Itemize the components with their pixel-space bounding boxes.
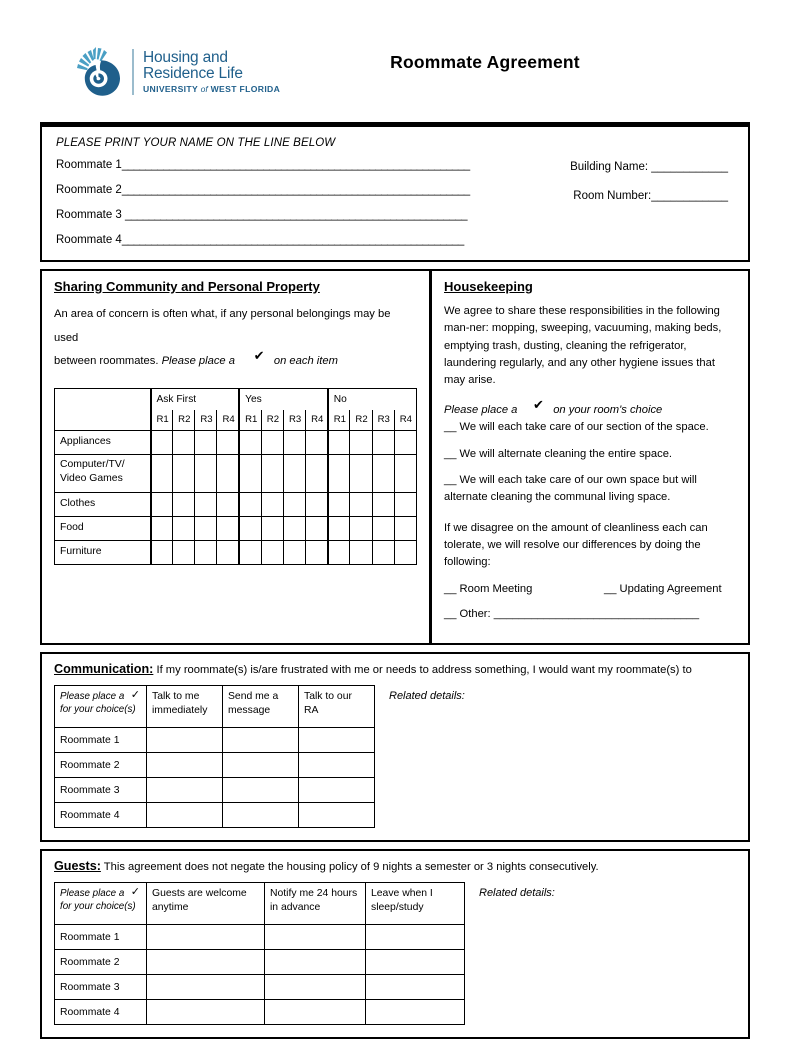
- communication-row-label-roommate-1: Roommate 1: [55, 728, 147, 753]
- checkbox-cell[interactable]: [299, 778, 375, 803]
- checkbox-cell[interactable]: [372, 516, 394, 540]
- checkbox-cell[interactable]: [299, 728, 375, 753]
- checkbox-cell[interactable]: [372, 540, 394, 564]
- subhead-no-r3: R3: [372, 410, 394, 430]
- checkbox-cell[interactable]: [223, 728, 299, 753]
- communication-table: [54, 685, 375, 828]
- communication-title: Communication:: [54, 662, 154, 677]
- checkbox-cell[interactable]: [306, 454, 328, 492]
- checkbox-cell[interactable]: [350, 492, 372, 516]
- checkbox-cell[interactable]: [195, 454, 217, 492]
- resolve-option-room-meeting[interactable]: __ Room Meeting: [444, 583, 533, 596]
- checkbox-cell[interactable]: [283, 430, 305, 454]
- checkbox-cell[interactable]: [265, 975, 366, 1000]
- checkbox-cell[interactable]: [147, 803, 223, 828]
- roommate-1-blank: ___________________________________________________________: [121, 159, 470, 171]
- checkbox-cell[interactable]: [372, 492, 394, 516]
- checkbox-cell[interactable]: [195, 516, 217, 540]
- checkbox-cell[interactable]: [366, 1000, 465, 1025]
- checkbox-cell[interactable]: [239, 540, 261, 564]
- checkbox-cell[interactable]: [261, 492, 283, 516]
- table-row: [55, 540, 417, 564]
- checkbox-cell[interactable]: [350, 540, 372, 564]
- housekeeping-resolve-options: [444, 583, 734, 595]
- checkbox-cell[interactable]: [195, 430, 217, 454]
- housekeeping-disagree-text: If we disagree on the amount of cleanliness each can tolerate, we will resolve our differences by doing the following:: [444, 521, 708, 568]
- checkbox-cell[interactable]: [394, 430, 416, 454]
- table-row: [55, 430, 417, 454]
- checkbox-cell[interactable]: [239, 430, 261, 454]
- housekeeping-title: Housekeeping: [444, 279, 533, 294]
- item-label-furniture: Furniture: [55, 540, 151, 564]
- checkbox-cell[interactable]: [366, 925, 465, 950]
- checkbox-cell[interactable]: [306, 516, 328, 540]
- checkbox-cell[interactable]: [265, 1000, 366, 1025]
- sharing-intro: [54, 303, 417, 374]
- communication-col-talk-to-me-immediately: Talk to me immediately: [147, 686, 223, 728]
- guests-col-leave-when-i-sleep-study: Leave when I sleep/study: [366, 883, 465, 925]
- group-no: No: [328, 388, 417, 410]
- roommate-2-name-row[interactable]: [56, 184, 556, 196]
- checkbox-cell[interactable]: [239, 516, 261, 540]
- roommate-agreement-page: [0, 22, 790, 1044]
- checkbox-cell[interactable]: [151, 454, 173, 492]
- communication-row-label-roommate-2: Roommate 2: [55, 753, 147, 778]
- checkbox-cell[interactable]: [151, 492, 173, 516]
- roommate-4-name-row[interactable]: [56, 234, 556, 246]
- checkbox-cell[interactable]: [151, 430, 173, 454]
- corner-line-2: for your choice(s): [60, 704, 136, 716]
- roommate-4-blank: __________________________________________________________: [121, 234, 464, 246]
- checkbox-cell[interactable]: [299, 803, 375, 828]
- checkbox-cell[interactable]: [283, 540, 305, 564]
- guests-row-label-roommate-4: Roommate 4: [55, 1000, 147, 1025]
- subhead-no-r2: R2: [350, 410, 372, 430]
- guests-corner-cell: ✓ Please place a for your choice(s): [55, 883, 147, 925]
- checkbox-cell[interactable]: [261, 516, 283, 540]
- checkbox-cell[interactable]: [328, 430, 350, 454]
- housekeeping-option-1[interactable]: __ We will each take care of our section of the space.: [444, 420, 709, 433]
- roommate-4-label: Roommate 4: [56, 234, 122, 246]
- checkbox-cell[interactable]: [147, 925, 265, 950]
- item-label-food: Food: [55, 516, 151, 540]
- guests-section: [40, 849, 750, 1039]
- resolve-option-updating-agreement[interactable]: __ Updating Agreement: [604, 583, 722, 596]
- guests-table: [54, 882, 465, 1025]
- guests-col-notify-me-24-hours-in-advance: Notify me 24 hours in advance: [265, 883, 366, 925]
- building-name-field[interactable]: Building Name: ____________: [570, 161, 728, 173]
- item-label-clothes: Clothes: [55, 492, 151, 516]
- checkbox-cell[interactable]: [306, 430, 328, 454]
- checkbox-cell[interactable]: [265, 950, 366, 975]
- checkbox-cell[interactable]: [350, 454, 372, 492]
- checkbox-cell[interactable]: [394, 454, 416, 492]
- checkbox-cell[interactable]: [173, 516, 195, 540]
- checkbox-cell[interactable]: [147, 728, 223, 753]
- checkbox-cell[interactable]: [217, 516, 239, 540]
- roommate-1-label: Roommate 1: [56, 159, 122, 171]
- sharing-column: [42, 271, 429, 643]
- roommate-3-blank: __________________________________________________________: [125, 209, 468, 221]
- checkbox-cell[interactable]: [173, 540, 195, 564]
- guests-row-label-roommate-3: Roommate 3: [55, 975, 147, 1000]
- corner-line-1: Please place a: [60, 888, 125, 900]
- roommate-1-name-row[interactable]: [56, 159, 556, 171]
- table-header-row: [55, 883, 465, 925]
- checkbox-cell[interactable]: [350, 430, 372, 454]
- subhead-ask-r1: R1: [151, 410, 173, 430]
- subhead-yes-r2: R2: [261, 410, 283, 430]
- empty-corner-cell: [55, 388, 151, 430]
- guests-heading: [54, 859, 736, 873]
- table-header-row: [55, 686, 375, 728]
- table-row: [55, 925, 465, 950]
- checkbox-cell[interactable]: [151, 540, 173, 564]
- page-header: [40, 22, 750, 122]
- checkbox-cell[interactable]: [372, 430, 394, 454]
- group-yes: Yes: [239, 388, 328, 410]
- checkbox-cell[interactable]: [173, 430, 195, 454]
- roommate-name-lines: [56, 159, 556, 248]
- checkbox-cell[interactable]: [328, 454, 350, 492]
- checkbox-cell[interactable]: [147, 975, 265, 1000]
- checkbox-cell[interactable]: [147, 753, 223, 778]
- checkbox-cell[interactable]: [195, 492, 217, 516]
- checkbox-cell[interactable]: [306, 540, 328, 564]
- property-sharing-table: [54, 388, 417, 565]
- subhead-ask-r4: R4: [217, 410, 239, 430]
- corner-line-2: for your choice(s): [60, 901, 136, 913]
- checkbox-cell[interactable]: [147, 1000, 265, 1025]
- checkbox-cell[interactable]: [328, 516, 350, 540]
- logo-line-1: Housing and: [143, 48, 228, 66]
- subhead-no-r1: R1: [328, 410, 350, 430]
- guests-related-details-label[interactable]: Related details:: [479, 887, 555, 900]
- checkbox-cell[interactable]: [350, 516, 372, 540]
- checkbox-cell[interactable]: [173, 454, 195, 492]
- checkbox-cell[interactable]: [283, 516, 305, 540]
- page-title: Roommate Agreement: [390, 52, 580, 72]
- subhead-yes-r1: R1: [239, 410, 261, 430]
- table-row: [55, 1000, 465, 1025]
- sharing-intro-line-2: between roommates. Please place a ✔ on each item: [54, 349, 338, 368]
- checkbox-cell[interactable]: [151, 516, 173, 540]
- housekeeping-paragraph: We agree to share these responsibilities in the following man-ner: mopping, sweeping, vacuuming, making beds, emptying trash, dusting, cleaning the refrigerator, laundering regularly, and any other hygiene issues that may arise.: [444, 305, 722, 387]
- table-row: [55, 516, 417, 540]
- checkbox-cell[interactable]: [261, 454, 283, 492]
- checkbox-cell[interactable]: [372, 454, 394, 492]
- communication-col-send-me-a-message: Send me a message: [223, 686, 299, 728]
- communication-description: If my roommate(s) is/are frustrated with me or needs to address something, I would want my roommate(s) to: [156, 664, 692, 677]
- sharing-intro-line-1: An area of concern is often what, if any personal belongings may be used: [54, 308, 391, 344]
- roommate-3-name-row[interactable]: [56, 209, 556, 221]
- names-section: [40, 125, 750, 262]
- housekeeping-option-2[interactable]: __ We will alternate cleaning the entire space.: [444, 447, 673, 460]
- checkbox-cell[interactable]: [223, 803, 299, 828]
- housekeeping-column: [432, 271, 748, 643]
- checkbox-cell[interactable]: [217, 430, 239, 454]
- subhead-yes-r3: R3: [283, 410, 305, 430]
- logo-line-3: UNIVERSITY of WEST FLORIDA: [143, 84, 281, 95]
- subhead-yes-r4: R4: [306, 410, 328, 430]
- table-row: [55, 975, 465, 1000]
- subhead-ask-r3: R3: [195, 410, 217, 430]
- roommate-2-label: Roommate 2: [56, 184, 122, 196]
- communication-section: [40, 652, 750, 842]
- checkbox-cell[interactable]: [217, 454, 239, 492]
- checkbox-cell[interactable]: [283, 454, 305, 492]
- room-number-field[interactable]: Room Number:____________: [573, 190, 728, 202]
- item-label-computer-tv-video-games: Computer/TV/ Video Games: [55, 454, 151, 492]
- guests-row-label-roommate-2: Roommate 2: [55, 950, 147, 975]
- sharing-housekeeping-section: [40, 269, 750, 645]
- table-group-header-row: [55, 388, 417, 410]
- print-instruction: PLEASE PRINT YOUR NAME ON THE LINE BELOW: [56, 137, 336, 149]
- checkbox-cell[interactable]: [299, 753, 375, 778]
- group-ask-first: Ask First: [151, 388, 240, 410]
- communication-row-label-roommate-4: Roommate 4: [55, 803, 147, 828]
- checkbox-cell[interactable]: [239, 492, 261, 516]
- item-label-appliances: Appliances: [55, 430, 151, 454]
- checkbox-cell[interactable]: [283, 492, 305, 516]
- checkbox-cell[interactable]: [328, 492, 350, 516]
- communication-row-label-roommate-3: Roommate 3: [55, 778, 147, 803]
- roommate-3-label: Roommate 3: [56, 209, 122, 221]
- checkbox-cell[interactable]: [173, 492, 195, 516]
- communication-heading: [54, 662, 736, 676]
- checkbox-cell[interactable]: [239, 454, 261, 492]
- checkbox-cell[interactable]: [223, 753, 299, 778]
- housekeeping-other-field[interactable]: __ Other: _________________________________: [444, 608, 700, 621]
- guests-description: This agreement does not negate the housing policy of 9 nights a semester or 3 nights consecutively.: [103, 861, 599, 874]
- corner-line-1: Please place a: [60, 691, 125, 703]
- checkbox-cell[interactable]: [195, 540, 217, 564]
- subhead-no-r4: R4: [394, 410, 416, 430]
- checkbox-cell[interactable]: [261, 540, 283, 564]
- subhead-ask-r2: R2: [173, 410, 195, 430]
- guests-title: Guests:: [54, 859, 101, 874]
- table-row: [55, 728, 375, 753]
- sharing-title: Sharing Community and Personal Property: [54, 279, 320, 294]
- checkbox-cell[interactable]: [147, 950, 265, 975]
- communication-related-details-label[interactable]: Related details:: [389, 690, 465, 703]
- table-row: [55, 492, 417, 516]
- housekeeping-option-3[interactable]: __ We will each take care of our own space but will alternate cleaning the communal living space.: [444, 474, 697, 504]
- checkbox-cell[interactable]: [265, 925, 366, 950]
- checkbox-cell[interactable]: [394, 540, 416, 564]
- table-row: [55, 778, 375, 803]
- checkbox-cell[interactable]: [394, 516, 416, 540]
- logo-line-2: Residence Life: [143, 65, 243, 83]
- checkbox-cell[interactable]: [217, 492, 239, 516]
- checkbox-cell[interactable]: [394, 492, 416, 516]
- guests-row-label-roommate-1: Roommate 1: [55, 925, 147, 950]
- table-row: [55, 803, 375, 828]
- checkbox-cell[interactable]: [217, 540, 239, 564]
- table-row: [55, 753, 375, 778]
- checkbox-cell[interactable]: [328, 540, 350, 564]
- checkbox-cell[interactable]: [366, 975, 465, 1000]
- table-row: [55, 454, 417, 492]
- checkbox-cell[interactable]: [147, 778, 223, 803]
- roommate-2-blank: ___________________________________________________________: [121, 184, 470, 196]
- checkbox-cell[interactable]: [261, 430, 283, 454]
- housekeeping-choice-instruction: Please place a ✔ on your room's choice: [444, 397, 663, 416]
- checkbox-cell[interactable]: [366, 950, 465, 975]
- communication-corner-cell: ✓ Please place a for your choice(s): [55, 686, 147, 728]
- table-row: [55, 950, 465, 975]
- guests-col-guests-are-welcome-anytime: Guests are welcome anytime: [147, 883, 265, 925]
- communication-col-talk-to-our-ra: Talk to our RA: [299, 686, 375, 728]
- checkbox-cell[interactable]: [306, 492, 328, 516]
- checkbox-cell[interactable]: [223, 778, 299, 803]
